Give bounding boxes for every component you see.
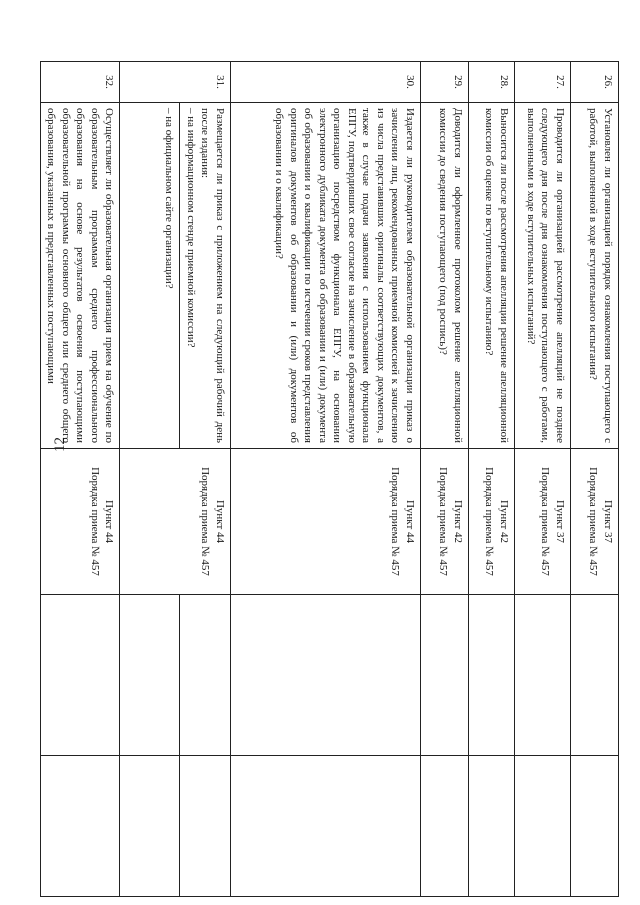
row-number: 32. — [40, 62, 120, 103]
note-cell — [421, 756, 469, 897]
note-cell — [231, 756, 421, 897]
answer-cell — [421, 595, 469, 756]
reference-document: Порядка приема № 457 — [199, 467, 212, 576]
reference-point: Пункт 42 — [498, 499, 510, 544]
table-row — [180, 62, 231, 897]
row-question: Осуществляет ли образовательная организация прием на обучение по образовательным программам среднего профессионального образования на основе результатов освоения поступающими образовательной программы основного общего или среднего общего образования, указанных в представленных поступающими — [40, 103, 120, 449]
row-reference — [515, 449, 571, 595]
reference-point: Пункт 42 — [452, 499, 464, 544]
table-row — [231, 62, 421, 897]
reference-document: Порядка приема № 457 — [539, 467, 552, 576]
reference-document: Порядка приема № 457 — [483, 467, 496, 576]
reference-point: Пункт 44 — [103, 499, 116, 544]
row-number: 31. — [120, 62, 231, 103]
note-cell — [180, 756, 231, 897]
row-question-main: Размещается ли приказ с приложением на следующий рабочий день после издания: — [199, 108, 226, 443]
row-number: 29. — [421, 62, 469, 103]
reference-point: Пункт 44 — [404, 499, 416, 544]
row-question: Издается ли руководителем образовательной организации приказ о зачислении лиц, рекомендованных приемной комиссией к зачислению из числа представивших оригиналы соответствующих документов, а также в случае подачи заявления с использованием функционала ЕПГУ, подтвердивших свое согласие на зачисление в образовательную организацию посредством функционала ЕПГУ, на основании электронного дубликата документа об образовании и (или) документа об образовании и о квалификации по истечении сроков представления оригиналов документов об образовании и (или) документов об образовании и о квалификации? — [231, 103, 421, 449]
table-row — [469, 62, 515, 897]
answer-cell — [120, 595, 180, 756]
page-number: 12 — [52, 437, 68, 452]
note-cell — [469, 756, 515, 897]
row-reference — [40, 449, 120, 595]
row-question — [180, 103, 231, 449]
table-row — [421, 62, 469, 897]
answer-cell — [231, 595, 421, 756]
answer-cell — [180, 595, 231, 756]
table-row — [515, 62, 571, 897]
reference-document: Порядка приема № 457 — [437, 467, 450, 576]
answer-cell — [515, 595, 571, 756]
row-question: Доводится ли оформленное протоколом решение апелляционной комиссии до сведения поступающего (под роспись)? — [421, 103, 469, 449]
row-number: 27. — [515, 62, 571, 103]
reference-point: Пункт 37 — [554, 499, 566, 544]
row-number: 26. — [571, 62, 619, 103]
row-question: Установлен ли организацией порядок ознакомления поступающего с работой, выполненной в ходе вступительного испытания? — [571, 103, 619, 449]
row-reference — [231, 449, 421, 595]
row-number: 30. — [231, 62, 421, 103]
answer-cell — [571, 595, 619, 756]
row-question: Проводится ли организацией рассмотрение апелляций не позднее следующего дня после дня ознакомления поступающего с работами, выполненными в ходе вступительных испытаний? — [515, 103, 571, 449]
reference-document: Порядка приема № 457 — [389, 467, 402, 576]
note-cell — [40, 756, 120, 897]
row-reference — [120, 449, 231, 595]
table-row — [40, 62, 120, 897]
row-number: 28. — [469, 62, 515, 103]
checklist-table — [40, 61, 619, 897]
answer-cell — [40, 595, 120, 756]
reference-point: Пункт 44 — [214, 499, 226, 544]
note-cell — [515, 756, 571, 897]
row-question: Выносится ли после рассмотрения апелляции решение апелляционной комиссии об оценке по вступительному испытанию? — [469, 103, 515, 449]
answer-cell — [469, 595, 515, 756]
row-reference — [571, 449, 619, 595]
row-question-sub-site: – на официальном сайте организации? — [120, 103, 180, 449]
row-question-sub-stand: – на информационном стенде приемной комиссии? — [184, 108, 197, 348]
reference-point: Пункт 37 — [602, 499, 614, 544]
row-reference — [469, 449, 515, 595]
row-reference — [421, 449, 469, 595]
note-cell — [120, 756, 180, 897]
reference-document: Порядка приема № 457 — [587, 467, 600, 576]
note-cell — [571, 756, 619, 897]
reference-document: Порядка приема № 457 — [88, 467, 101, 576]
table-row — [571, 62, 619, 897]
